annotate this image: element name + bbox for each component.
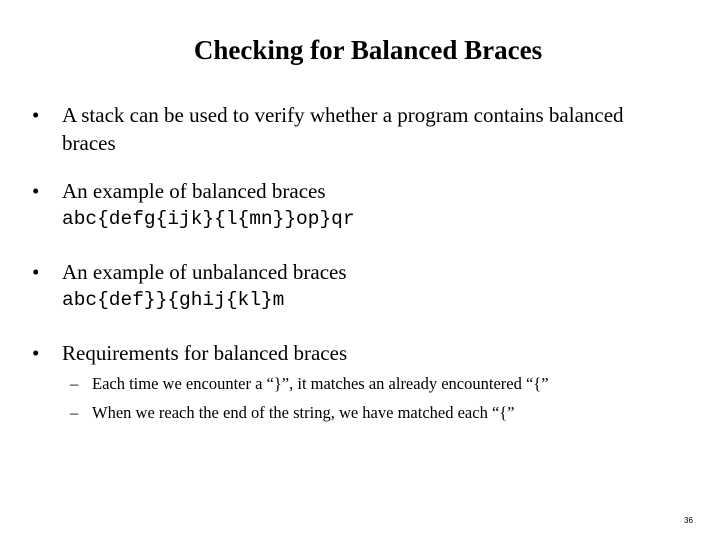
bullet-text: Requirements for balanced braces <box>62 341 348 365</box>
bullet-marker: • <box>32 260 40 284</box>
bullet-marker: • <box>32 341 40 365</box>
slide-title: Checking for Balanced Braces <box>193 35 543 65</box>
sub-bullet-text: Each time we encounter a “}”, it matches an already encountered “{” <box>92 374 549 393</box>
bullet-marker: • <box>32 179 40 203</box>
bullet-text: An example of balanced braces <box>62 179 326 203</box>
sub-bullet-text: When we reach the end of the string, we have matched each “{” <box>92 403 515 422</box>
code-example-balanced: abc{defg{ijk}{l{mn}}op}qr <box>62 208 355 230</box>
code-example-unbalanced: abc{def}}{ghij{kl}m <box>62 289 285 311</box>
bullet-text: A stack can be used to verify whether a program contains balanced braces <box>62 103 624 155</box>
bullet-marker: • <box>32 103 40 127</box>
page-number: 36 <box>684 516 693 525</box>
bullet-text: An example of unbalanced braces <box>62 260 347 284</box>
sub-bullet-marker: – <box>70 403 79 422</box>
sub-bullet-marker: – <box>70 374 79 393</box>
